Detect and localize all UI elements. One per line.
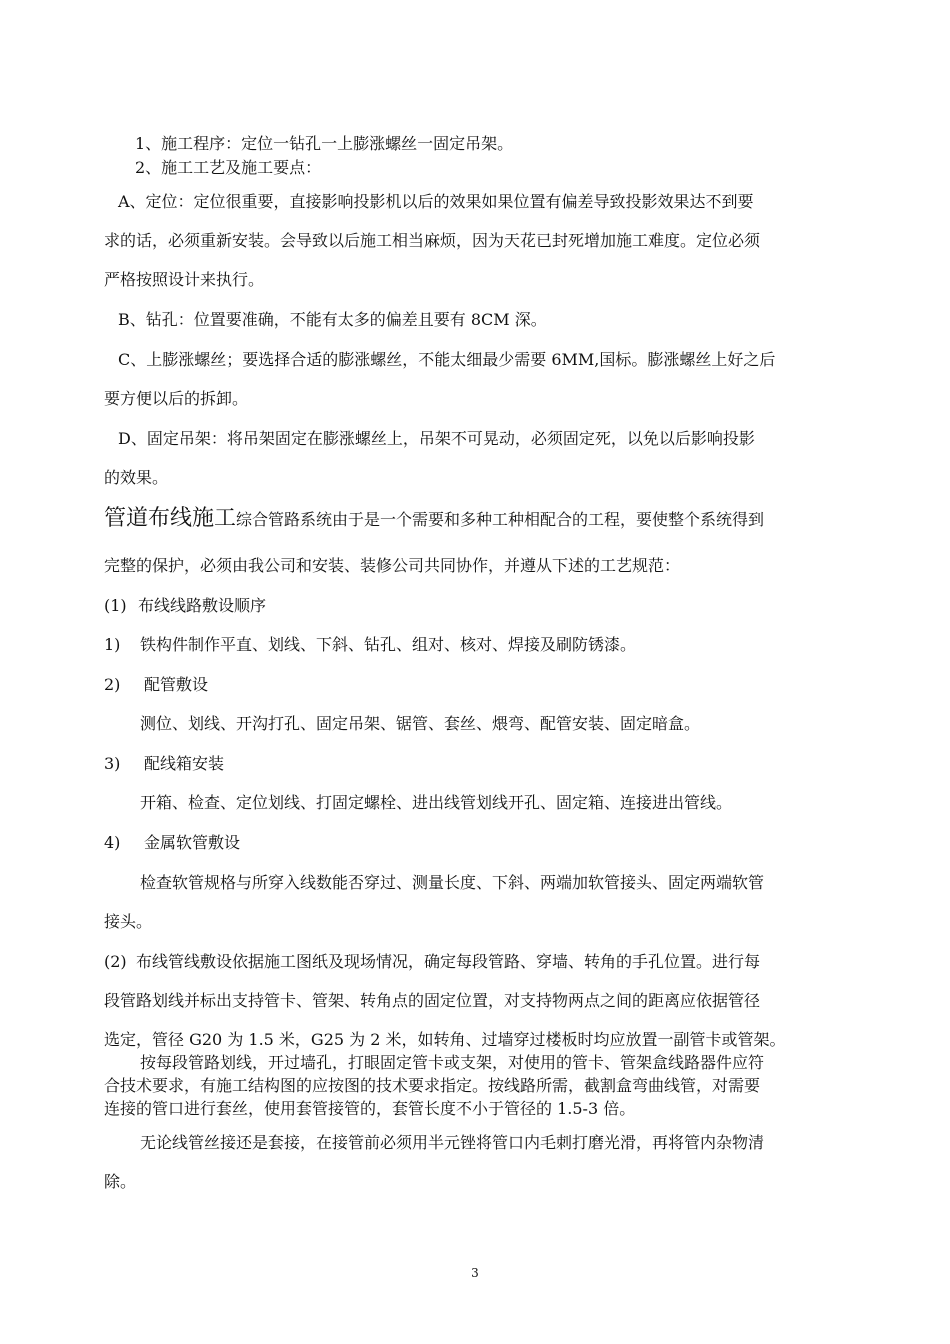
list-item	[104, 833, 240, 853]
list-item	[104, 635, 636, 655]
paragraph-line: 要方便以后的拆卸。	[104, 389, 249, 408]
paragraph-line: D、固定吊架：将吊架固定在膨涨螺丝上，吊架不可晃动，必须固定死，以免以后影响投影	[118, 429, 755, 448]
paragraph-line: 测位、划线、开沟打孔、固定吊架、锯管、套丝、煨弯、配管安装、固定暗盒。	[140, 714, 701, 733]
paragraph-line: 连接的管口进行套丝，使用套管接管的，套管长度不小于管径的 1.5-3 倍。	[104, 1099, 636, 1118]
construction-procedure: 1、施工程序：定位一钻孔一上膨涨螺丝一固定吊架。	[135, 134, 514, 153]
paragraph-line: 严格按照设计来执行。	[104, 270, 265, 289]
paragraph-line: 完整的保护，必须由我公司和安装、装修公司共同协作，并遵从下述的工艺规范：	[104, 556, 681, 575]
section-heading: 管道布线施工	[104, 506, 237, 531]
list-text: 铁构件制作平直、划线、下斜、钻孔、组对、核对、焊接及刷防锈漆。	[140, 635, 637, 654]
paragraph-line: 检查软管规格与所穿入线数能否穿过、测量长度、下斜、两端加软管接头、固定两端软管	[140, 873, 765, 892]
paragraph-line: 除。	[104, 1172, 137, 1191]
paragraph-line: B、钻孔：位置要准确，不能有太多的偏差且要有 8CM 深。	[118, 310, 547, 329]
list-item	[104, 754, 224, 774]
list-text: 配管敷设	[144, 675, 209, 694]
list-text: 布线线路敷设顺序	[138, 596, 267, 615]
paragraph-line: 接头。	[104, 912, 153, 931]
list-item	[104, 952, 760, 972]
list-number: (1)	[104, 596, 127, 615]
list-text: 配线箱安装	[144, 754, 225, 773]
paragraph-line: 求的话，必须重新安装。会导致以后施工相当麻烦，因为天花已封死增加施工难度。定位必须	[104, 231, 761, 250]
list-item	[104, 596, 266, 616]
paragraph-line: 合技术要求，有施工结构图的应按图的技术要求指定。按线路所需，截割盒弯曲线管，对需要	[104, 1076, 761, 1095]
list-number: 1)	[104, 635, 121, 654]
list-number: 4)	[104, 833, 121, 852]
paragraph-line: 的效果。	[104, 468, 169, 487]
paragraph-line: 开箱、检查、定位划线、打固定螺栓、进出线管划线开孔、固定箱、连接进出管线。	[140, 793, 733, 812]
list-number: (2)	[104, 952, 127, 971]
list-text: 布线管线敷设依据施工图纸及现场情况，确定每段管路、穿墙、转角的手孔位置。进行每	[136, 952, 761, 971]
list-number: 2)	[104, 675, 121, 694]
list-text: 金属软管敷设	[144, 833, 241, 852]
paragraph-line: C、上膨涨螺丝；要选择合适的膨涨螺丝，不能太细最少需要 6MM,国标。膨涨螺丝上好之后	[118, 350, 776, 369]
paragraph-line: 段管路划线并标出支持管卡、管架、转角点的固定位置，对支持物两点之间的距离应依据管径	[104, 991, 761, 1010]
paragraph-line: 选定，管径 G20 为 1.5 米，G25 为 2 米，如转角、过墙穿过楼板时均应放置一副管卡或管架。	[104, 1030, 786, 1049]
paragraph-line: 无论线管丝接还是套接，在接管前必须用半元锉将管口内毛刺打磨光滑，再将管内杂物清	[140, 1133, 765, 1152]
section-intro-line	[104, 506, 764, 532]
paragraph-line: A、定位：定位很重要，直接影响投影机以后的效果如果位置有偏差导致投影效果达不到要	[118, 192, 754, 211]
paragraph-text: 综合管路系统由于是一个需要和多种工种相配合的工程，要使整个系统得到	[236, 510, 765, 529]
list-number: 3)	[104, 754, 121, 773]
list-item	[104, 675, 208, 695]
page-number: 3	[471, 1266, 479, 1280]
paragraph-line: 按每段管路划线，开过墙孔，打眼固定管卡或支架，对使用的管卡、管架盒线路器件应符	[140, 1053, 765, 1072]
construction-key-points-heading: 2、施工工艺及施工要点：	[135, 158, 322, 177]
